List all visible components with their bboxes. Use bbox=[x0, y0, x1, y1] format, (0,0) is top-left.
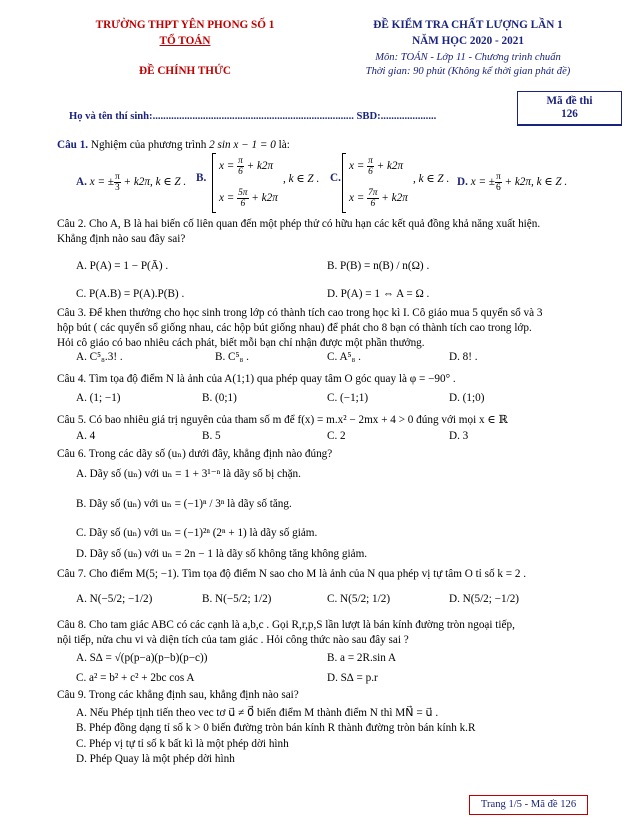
q2-option-a[interactable]: A. P(A) = 1 − P(Ā) . bbox=[76, 260, 169, 272]
divider bbox=[517, 124, 621, 125]
q9-stem: Câu 9. Trong các khẳng định sau, khẳng định nào sai? bbox=[57, 689, 299, 701]
q2-stem-2: Khẳng định nào sau đây sai? bbox=[57, 233, 186, 245]
time-line: Thời gian: 90 phút (Không kể thời gian phát đề) bbox=[365, 66, 571, 77]
q5-option-d[interactable]: D. 3 bbox=[449, 430, 469, 442]
q1-stem: Câu 1. Nghiệm của phương trình 2 sin x − 1 = 0 là: bbox=[57, 139, 290, 151]
q1-option-b-row1: x = $\frac{\pi}{6}$ + k2π bbox=[219, 156, 274, 177]
q2-option-b[interactable]: B. P(B) = n(B) / n(Ω) . bbox=[327, 260, 430, 272]
q7-option-d[interactable]: D. N(5/2; −1/2) bbox=[449, 593, 520, 605]
q1-option-b-row2: x = $\frac{5\pi}{6}$ + k2π bbox=[219, 188, 278, 209]
q3-option-c[interactable]: C. A⁵₈ . bbox=[327, 351, 361, 363]
q1-c-brace bbox=[342, 153, 346, 213]
official-label: ĐỀ CHÍNH THỨC bbox=[139, 65, 231, 77]
q6-option-b[interactable]: B. Dãy số (uₙ) với uₙ = (−1)ⁿ / 3ⁿ là dãy số tăng. bbox=[76, 498, 292, 510]
school-name: TRƯỜNG THPT YÊN PHONG SỐ 1 bbox=[95, 19, 275, 31]
q6-stem: Câu 6. Trong các dãy số (uₙ) dưới đây, khẳng định nào đúng? bbox=[57, 448, 333, 460]
q6-option-a[interactable]: A. Dãy số (uₙ) với uₙ = 1 + 3¹⁻ⁿ là dãy số bị chặn. bbox=[76, 468, 301, 480]
q6-option-c[interactable]: C. Dãy số (uₙ) với uₙ = (−1)²ⁿ (2ⁿ + 1) là dãy số giảm. bbox=[76, 527, 318, 539]
q3-option-d[interactable]: D. 8! . bbox=[449, 351, 478, 363]
q3-stem-3: Hỏi cô giáo có bao nhiêu cách phát, biết mỗi bạn chỉ nhận được một phần thưởng. bbox=[57, 337, 425, 349]
q8-option-c[interactable]: C. a² = b² + c² + 2bc cos A bbox=[76, 672, 195, 684]
q1-c-label[interactable]: C. bbox=[330, 172, 341, 184]
q4-option-a[interactable]: A. (1; −1) bbox=[76, 392, 121, 404]
q1-option-d[interactable]: D. x = ± $\frac{\pi}{6}$ + k2π, k ∈ Z . bbox=[457, 172, 568, 193]
q1-b-brace bbox=[212, 153, 216, 213]
q8-stem-1: Câu 8. Cho tam giác ABC có các cạnh là a,b,c . Gọi R,r,p,S lần lượt là bán kính đường tròn ngoại tiếp, bbox=[57, 619, 515, 631]
q9-option-a[interactable]: A. Nếu Phép tịnh tiến theo vec tơ u⃗ ≠ 0⃗ biến điểm M thành điểm N thì MN⃗ = u⃗ . bbox=[76, 707, 439, 719]
q3-stem-1: Câu 3. Để khen thưởng cho học sinh trong lớp có thành tích cao trong học kì I. Cô giáo mua 5 quyển sổ và 3 bbox=[57, 307, 543, 319]
q7-stem: Câu 7. Cho điểm M(5; −1). Tìm tọa độ điểm N sao cho M là ảnh của N qua phép vị tự tâm O tỉ số k = 2 . bbox=[57, 568, 527, 580]
q4-option-c[interactable]: C. (−1;1) bbox=[327, 392, 369, 404]
q8-stem-2: nội tiếp, nửa chu vi và diện tích của tam giác . Hỏi công thức nào sau đây sai ? bbox=[57, 634, 409, 646]
q5-option-c[interactable]: C. 2 bbox=[327, 430, 346, 442]
q9-option-b[interactable]: B. Phép đồng dạng tỉ số k > 0 biến đường tròn bán kính R thành đường tròn bán kính k.R bbox=[76, 722, 476, 734]
subject-line: Môn: TOÁN - Lớp 11 - Chương trình chuẩn bbox=[375, 52, 561, 63]
q1-option-c-row1: x = $\frac{\pi}{6}$ + k2π bbox=[349, 156, 404, 177]
q1-option-c-tail: , k ∈ Z . bbox=[413, 173, 450, 185]
exam-code-label: Mã đề thi bbox=[546, 95, 593, 107]
q3-option-b[interactable]: B. C⁵₈ . bbox=[215, 351, 249, 363]
q6-option-d[interactable]: D. Dãy số (uₙ) với uₙ = 2n − 1 là dãy số không tăng không giảm. bbox=[76, 548, 368, 560]
name-sbd-line: Họ và tên thí sinh:............................................................................ SBD:..................... bbox=[69, 111, 437, 122]
q7-option-a[interactable]: A. N(−5/2; −1/2) bbox=[76, 593, 153, 605]
q4-stem: Câu 4. Tìm tọa độ điểm N là ảnh của A(1;1) qua phép quay tâm O góc quay là φ = −90° . bbox=[57, 373, 456, 385]
q5-option-b[interactable]: B. 5 bbox=[202, 430, 221, 442]
q8-option-b[interactable]: B. a = 2R.sin A bbox=[327, 652, 397, 664]
school-year: NĂM HỌC 2020 - 2021 bbox=[412, 35, 524, 47]
q7-option-c[interactable]: C. N(5/2; 1/2) bbox=[327, 593, 391, 605]
q4-option-b[interactable]: B. (0;1) bbox=[202, 392, 237, 404]
q1-option-c-row2: x = $\frac{7\pi}{6}$ + k2π bbox=[349, 188, 408, 209]
q8-option-a[interactable]: A. S∆ = √(p(p−a)(p−b)(p−c)) bbox=[76, 652, 208, 664]
exam-code-value: 126 bbox=[561, 108, 578, 120]
q4-option-d[interactable]: D. (1;0) bbox=[449, 392, 485, 404]
q3-stem-2: hộp bút ( các quyển sổ giống nhau, các hộp bút giống nhau) để phát cho 8 bạn có thành tích cao trong lớp. bbox=[57, 322, 532, 334]
exam-title: ĐỀ KIỂM TRA CHẤT LƯỢNG LẦN 1 bbox=[373, 19, 563, 31]
q9-option-d[interactable]: D. Phép Quay là một phép dời hình bbox=[76, 753, 235, 765]
q9-option-c[interactable]: C. Phép vị tự tỉ số k bất kì là một phép dời hình bbox=[76, 738, 289, 750]
department: TỔ TOÁN bbox=[159, 35, 211, 47]
q2-stem-1: Câu 2. Cho A, B là hai biến cố liên quan đến một phép thử có hữu hạn các kết quả đồng khả năng xuất hiện. bbox=[57, 218, 541, 230]
q5-option-a[interactable]: A. 4 bbox=[76, 430, 96, 442]
q2-option-c[interactable]: C. P(A.B) = P(A).P(B) . bbox=[76, 288, 185, 300]
page-footer-box bbox=[469, 795, 588, 815]
q5-stem: Câu 5. Có bao nhiêu giá trị nguyên của tham số m để f(x) = m.x² − 2mx + 4 > 0 đúng với mọi x ∈ ℝ bbox=[57, 414, 508, 426]
q8-option-d[interactable]: D. S∆ = p.r bbox=[327, 672, 378, 684]
q1-option-b-tail: , k ∈ Z . bbox=[283, 173, 320, 185]
q2-option-d[interactable]: D. P(A) = 1 ⇔ A = Ω . bbox=[327, 288, 430, 300]
q1-option-a[interactable]: A. x = ± $\frac{\pi}{3}$ + k2π, k ∈ Z . bbox=[76, 172, 187, 193]
exam-code-box bbox=[517, 91, 622, 126]
q1-b-label[interactable]: B. bbox=[196, 172, 207, 184]
q3-option-a[interactable]: A. C⁵₈.3! . bbox=[76, 351, 123, 363]
page-footer: Trang 1/5 - Mã đề 126 bbox=[480, 799, 577, 810]
q7-option-b[interactable]: B. N(−5/2; 1/2) bbox=[202, 593, 272, 605]
